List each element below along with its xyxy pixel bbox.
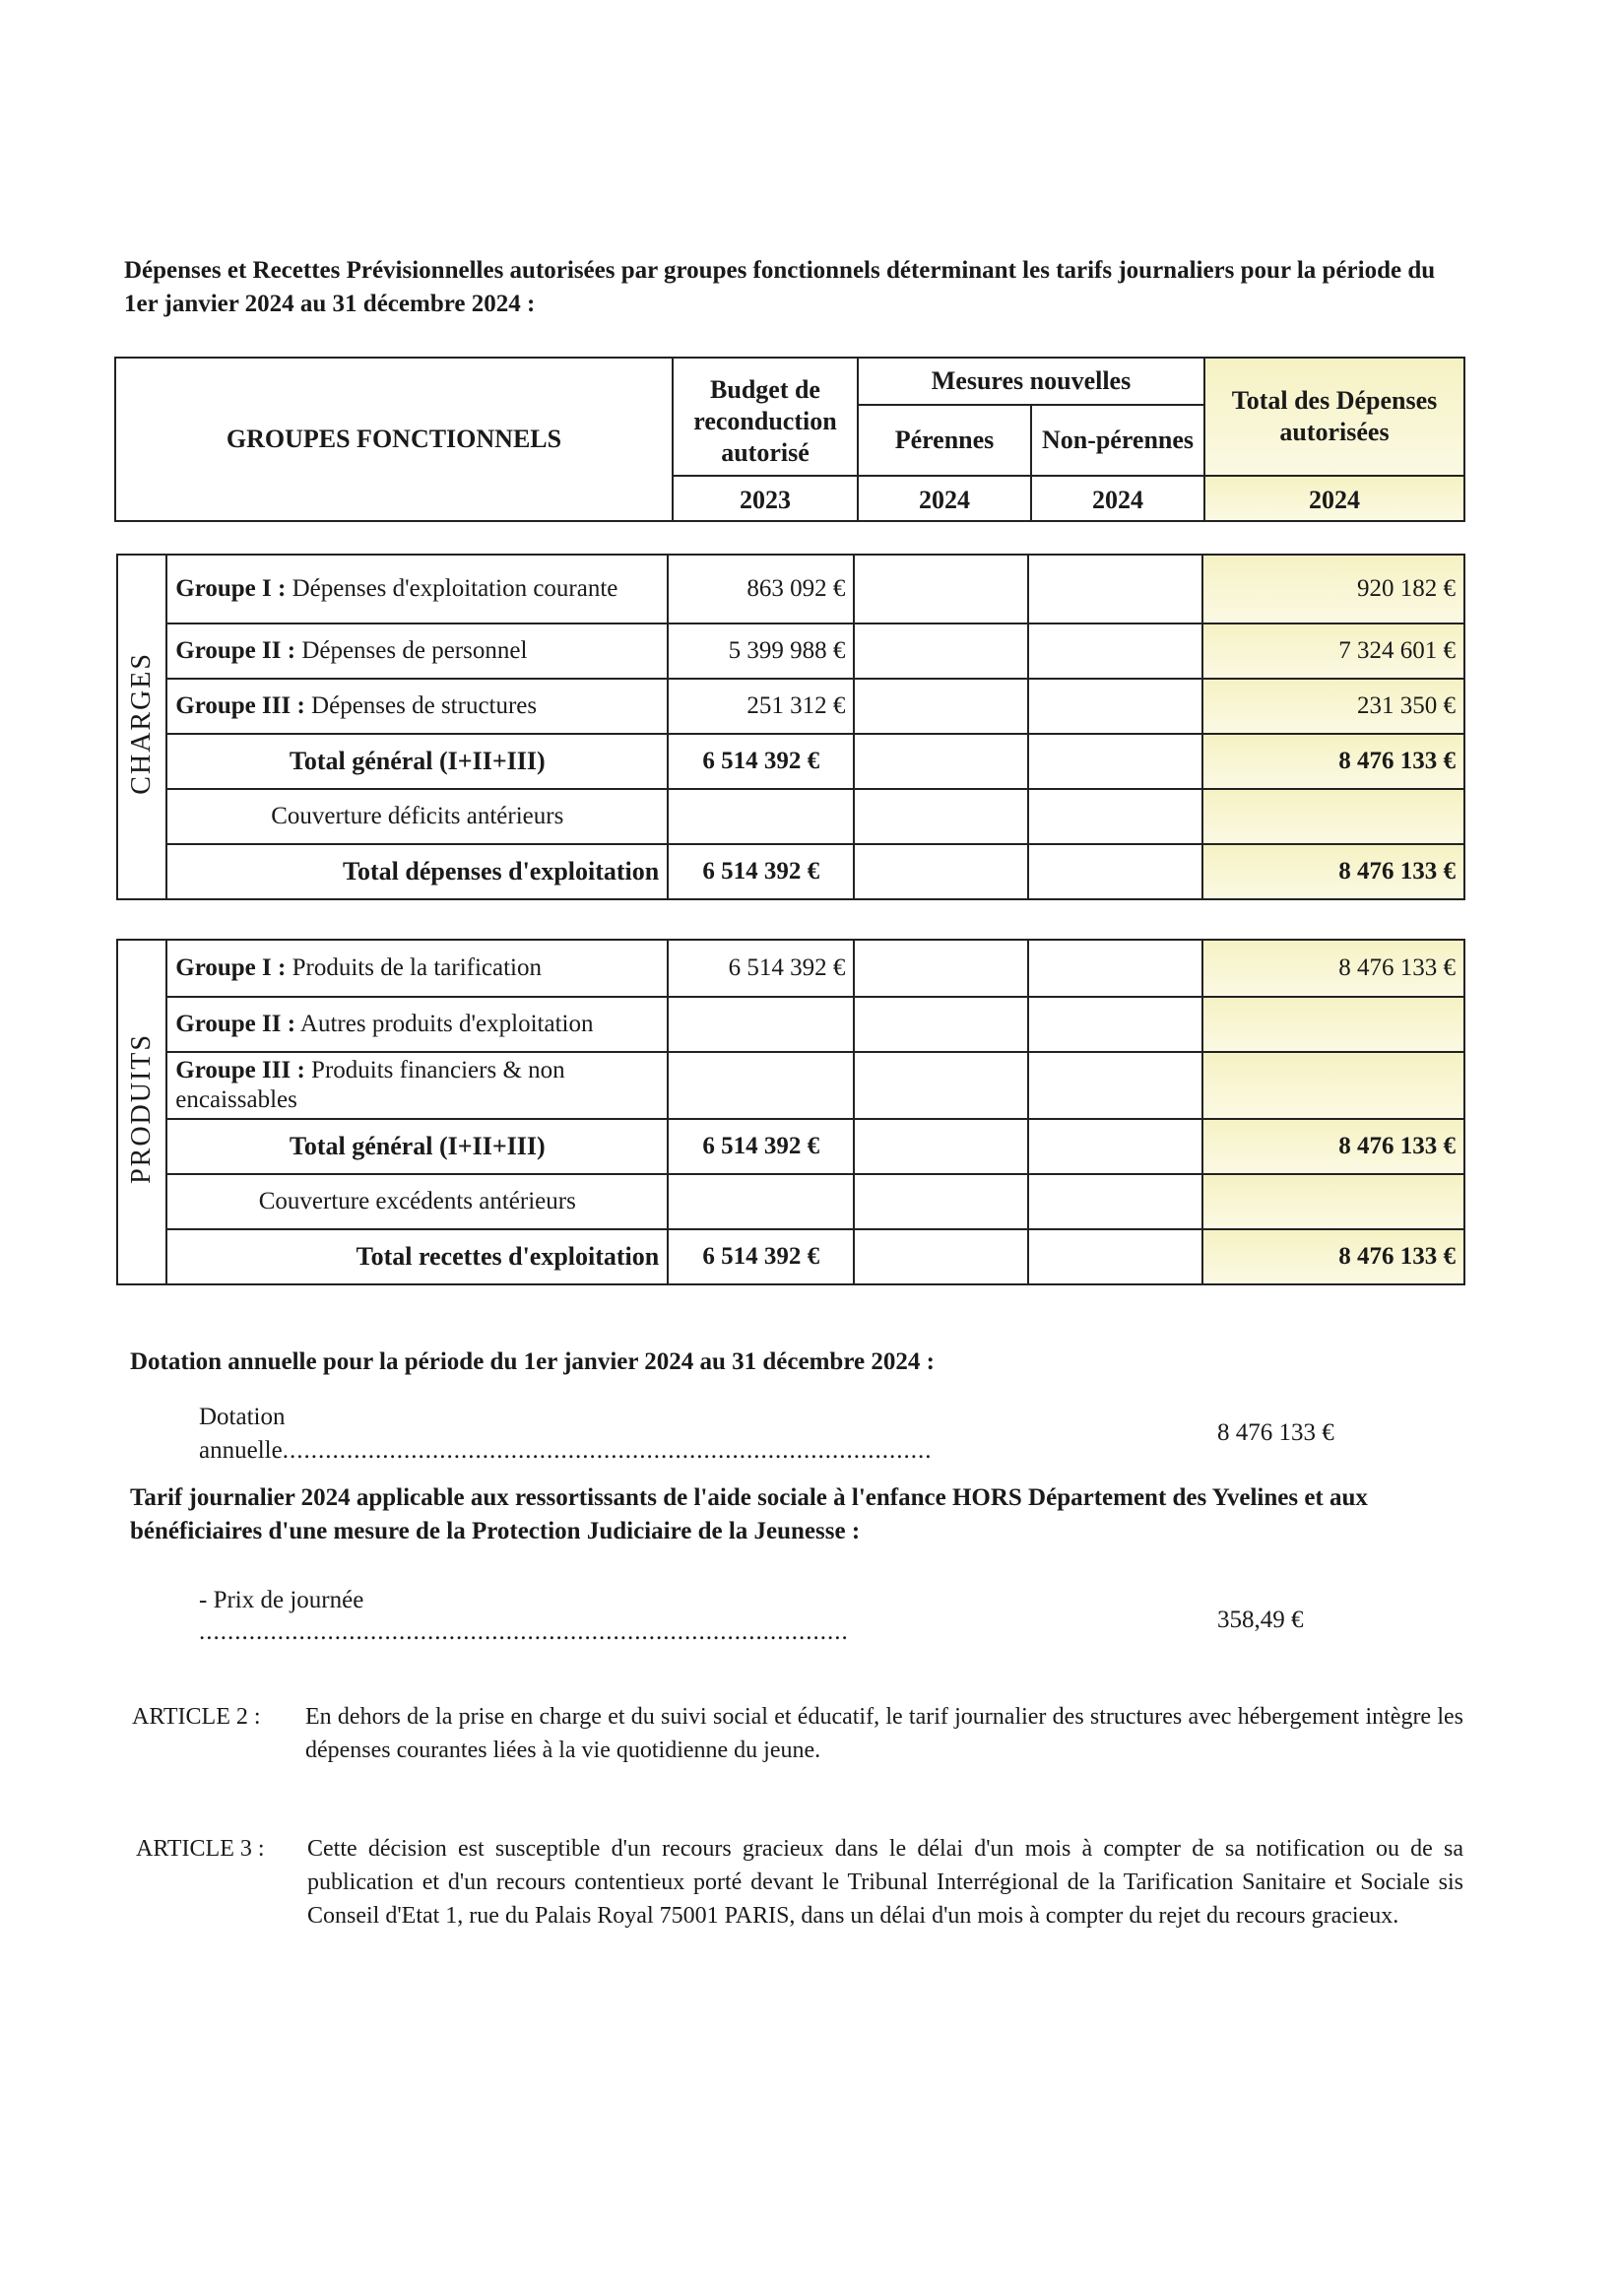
- article2-label: ARTICLE 2 :: [132, 1704, 261, 1730]
- dotation-label-line: annuelle...........................................................................................: [199, 1437, 933, 1464]
- produits-row-perennes: [854, 1174, 1028, 1229]
- article2-text: En dehors de la prise en charge et du suivi social et éducatif, le tarif journalier des structures avec hébergement intègre les dépenses courantes liées à la vie quotidienne du jeune.: [305, 1704, 1463, 1763]
- header-groupes: GROUPES FONCTIONNELS: [115, 358, 673, 521]
- charges-table: [116, 554, 1465, 900]
- charges-row-label: Groupe III : Dépenses de structures: [166, 679, 668, 734]
- header-perennes-year: 2024: [858, 476, 1031, 521]
- charges-row-perennes: [854, 623, 1028, 679]
- charges-row-label: Groupe I : Dépenses d'exploitation courante: [166, 555, 668, 623]
- header-non-perennes: Non-pérennes: [1031, 405, 1204, 476]
- produits-total-recettes-label: Total recettes d'exploitation: [166, 1229, 668, 1284]
- tarif-value: 358,49 €: [1217, 1607, 1304, 1633]
- header-total-year: 2024: [1204, 476, 1464, 521]
- charges-total-general-budget: 6 514 392 €: [668, 734, 854, 789]
- produits-row-perennes: [854, 1119, 1028, 1174]
- produits-row-non-perennes: [1028, 1119, 1202, 1174]
- produits-total-recettes-budget: 6 514 392 €: [668, 1229, 854, 1284]
- charges-row-non-perennes: [1028, 844, 1202, 899]
- charges-row-non-perennes: [1028, 789, 1202, 844]
- charges-row-total: 920 182 €: [1202, 555, 1464, 623]
- charges-couverture-label: Couverture déficits antérieurs: [166, 789, 668, 844]
- header-table: [114, 357, 1465, 522]
- charges-total-exploitation-total: 8 476 133 €: [1202, 844, 1464, 899]
- produits-total-recettes-total: 8 476 133 €: [1202, 1229, 1464, 1284]
- produits-row-perennes: [854, 940, 1028, 997]
- header-budget-year: 2023: [673, 476, 858, 521]
- produits-row-non-perennes: [1028, 1174, 1202, 1229]
- header-budget: Budget de reconduction autorisé: [673, 358, 858, 476]
- charges-side-label: CHARGES: [126, 652, 158, 795]
- header-non-perennes-year: 2024: [1031, 476, 1204, 521]
- produits-row-perennes: [854, 1052, 1028, 1119]
- produits-couverture-total: [1202, 1174, 1464, 1229]
- produits-row-non-perennes: [1028, 1229, 1202, 1284]
- intro-heading: Dépenses et Recettes Prévisionnelles autorisées par groupes fonctionnels déterminant les tarifs journaliers pour la période du 1er janvier 2024 au 31 décembre 2024 :: [124, 257, 1436, 317]
- charges-row-perennes: [854, 734, 1028, 789]
- produits-row-label: Groupe II : Autres produits d'exploitation: [166, 997, 668, 1052]
- produits-total-general-label: Total général (I+II+III): [166, 1119, 668, 1174]
- produits-row-non-perennes: [1028, 997, 1202, 1052]
- produits-side-cell: [117, 940, 166, 1284]
- produits-row-total: 8 476 133 €: [1202, 940, 1464, 997]
- tarif-heading: Tarif journalier 2024 applicable aux ressortissants de l'aide sociale à l'enfance HORS Département des Yvelines et aux bénéficiaires d'une mesure de la Protection Judiciaire de la Jeunesse :: [130, 1484, 1368, 1544]
- produits-row-total: [1202, 997, 1464, 1052]
- charges-row-perennes: [854, 844, 1028, 899]
- header-total: Total des Dépenses autorisées: [1204, 358, 1464, 476]
- tarif-label: - Prix de journée: [199, 1587, 364, 1613]
- charges-row-perennes: [854, 555, 1028, 623]
- charges-row-perennes: [854, 679, 1028, 734]
- charges-total-exploitation-label: Total dépenses d'exploitation: [166, 844, 668, 899]
- charges-row-non-perennes: [1028, 623, 1202, 679]
- produits-total-general-total: 8 476 133 €: [1202, 1119, 1464, 1174]
- produits-row-non-perennes: [1028, 1052, 1202, 1119]
- charges-row-label: Groupe II : Dépenses de personnel: [166, 623, 668, 679]
- charges-side-cell: [117, 555, 166, 899]
- header-perennes: Pérennes: [858, 405, 1031, 476]
- charges-row-perennes: [854, 789, 1028, 844]
- produits-row-budget: 6 514 392 €: [668, 940, 854, 997]
- produits-row-perennes: [854, 1229, 1028, 1284]
- produits-row-perennes: [854, 997, 1028, 1052]
- charges-couverture-budget: [668, 789, 854, 844]
- produits-couverture-label: Couverture excédents antérieurs: [166, 1174, 668, 1229]
- produits-table: [116, 939, 1465, 1285]
- charges-row-total: 231 350 €: [1202, 679, 1464, 734]
- produits-couverture-budget: [668, 1174, 854, 1229]
- produits-row-budget: [668, 997, 854, 1052]
- charges-total-general-total: 8 476 133 €: [1202, 734, 1464, 789]
- charges-total-exploitation-budget: 6 514 392 €: [668, 844, 854, 899]
- article3-text: Cette décision est susceptible d'un recours gracieux dans le délai d'un mois à compter de sa notification ou de sa publication et d'un recours contentieux porté devant le Tribunal Interrégional de la Tarification Sanitaire et Sociale sis Conseil d'Etat 1, rue du Palais Royal 75001 PARIS, dans un délai d'un mois à compter du rejet du recours gracieux.: [307, 1836, 1463, 1929]
- charges-row-non-perennes: [1028, 555, 1202, 623]
- header-mesures: Mesures nouvelles: [858, 358, 1204, 405]
- tarif-dots: ...........................................................................................: [199, 1618, 849, 1645]
- produits-row-label: Groupe III : Produits financiers & non encaissables: [166, 1052, 668, 1119]
- charges-row-total: 7 324 601 €: [1202, 623, 1464, 679]
- article3-label: ARTICLE 3 :: [136, 1836, 265, 1862]
- charges-couverture-total: [1202, 789, 1464, 844]
- dotation-heading: Dotation annuelle pour la période du 1er janvier 2024 au 31 décembre 2024 :: [130, 1348, 935, 1375]
- produits-row-total: [1202, 1052, 1464, 1119]
- charges-row-budget: 5 399 988 €: [668, 623, 854, 679]
- produits-total-general-budget: 6 514 392 €: [668, 1119, 854, 1174]
- charges-row-non-perennes: [1028, 734, 1202, 789]
- produits-row-label: Groupe I : Produits de la tarification: [166, 940, 668, 997]
- charges-row-budget: 251 312 €: [668, 679, 854, 734]
- charges-row-budget: 863 092 €: [668, 555, 854, 623]
- dotation-label-1: Dotation: [199, 1404, 286, 1430]
- dotation-value: 8 476 133 €: [1217, 1419, 1334, 1446]
- charges-row-non-perennes: [1028, 679, 1202, 734]
- produits-row-non-perennes: [1028, 940, 1202, 997]
- produits-side-label: PRODUITS: [126, 1033, 158, 1184]
- charges-total-general-label: Total général (I+II+III): [166, 734, 668, 789]
- produits-row-budget: [668, 1052, 854, 1119]
